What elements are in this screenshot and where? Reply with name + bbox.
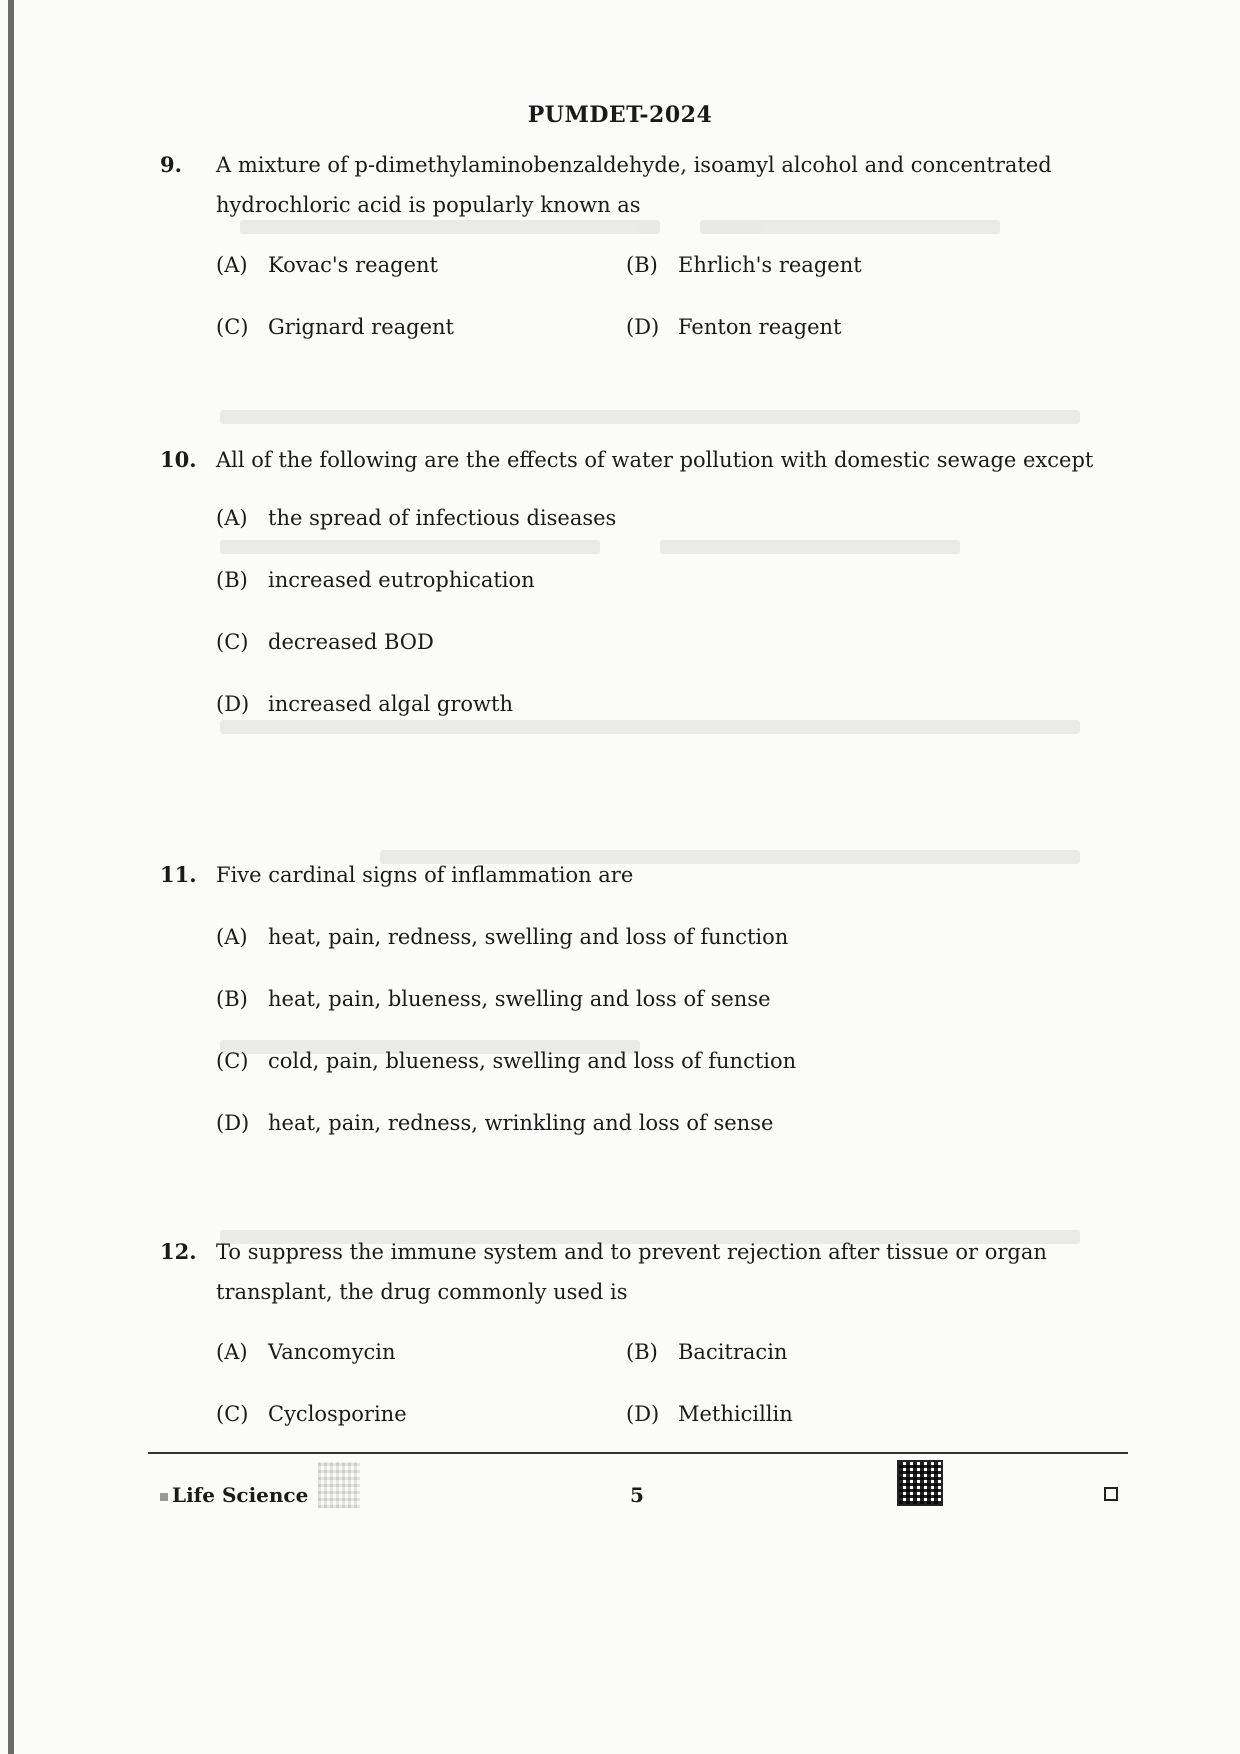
option-c (216, 622, 1135, 684)
question-number: 11. (160, 862, 197, 887)
option-row (216, 245, 1135, 307)
option-d (626, 307, 841, 347)
option-letter: (C) (216, 315, 249, 339)
option-letter: (D) (216, 1111, 250, 1135)
page-number: 5 (630, 1483, 644, 1507)
option-text: heat, pain, blueness, swelling and loss of sense (268, 987, 771, 1011)
option-letter: (C) (216, 1402, 249, 1426)
option-letter: (B) (216, 987, 248, 1011)
question-number: 12. (160, 1239, 197, 1264)
option-a (216, 245, 438, 285)
question-11 (160, 855, 1135, 1165)
option-text: Cyclosporine (268, 1402, 407, 1426)
option-text: Kovac's reagent (268, 253, 438, 277)
question-text: A mixture of p-dimethylaminobenzaldehyde, isoamyl alcohol and concentrated hydrochloric acid is popularly known as (216, 153, 1052, 217)
option-text: Vancomycin (268, 1340, 396, 1364)
option-letter: (D) (216, 692, 250, 716)
option-letter: (B) (216, 568, 248, 592)
footer-divider (148, 1452, 1128, 1454)
option-d (216, 1103, 1135, 1165)
option-c (216, 1394, 407, 1434)
binding-edge (8, 0, 14, 1754)
exam-header-title: PUMDET-2024 (527, 102, 713, 128)
option-row (216, 1332, 1135, 1394)
faint-qr-code-icon (318, 1462, 360, 1508)
qr-code-icon (897, 1460, 943, 1506)
option-letter: (C) (216, 1049, 249, 1073)
question-number: 9. (160, 152, 182, 177)
question-number: 10. (160, 447, 197, 472)
option-text: Ehrlich's reagent (678, 253, 862, 277)
question-text: Five cardinal signs of inflammation are (216, 863, 634, 887)
option-letter: (D) (626, 315, 660, 339)
option-text: the spread of infectious diseases (268, 506, 617, 530)
option-text: heat, pain, redness, swelling and loss of function (268, 925, 789, 949)
option-text: increased algal growth (268, 692, 513, 716)
option-a (216, 917, 1135, 979)
option-letter: (D) (626, 1402, 660, 1426)
option-a (216, 498, 1135, 560)
option-letter: (C) (216, 630, 249, 654)
footer-subject (160, 1483, 308, 1507)
option-d (626, 1394, 793, 1434)
option-a (216, 1332, 395, 1372)
square-marker-icon (1104, 1487, 1118, 1501)
question-9 (160, 145, 1135, 369)
option-letter: (A) (216, 253, 248, 277)
question-text: All of the following are the effects of water pollution with domestic sewage except (216, 448, 1094, 472)
option-letter: (A) (216, 1340, 248, 1364)
footer-subject-label: Life Science (172, 1483, 309, 1507)
option-text: cold, pain, blueness, swelling and loss of function (268, 1049, 797, 1073)
option-letter: (A) (216, 506, 248, 530)
option-row (216, 1394, 1135, 1456)
option-text: increased eutrophication (268, 568, 535, 592)
option-d (216, 684, 1135, 746)
option-letter: (B) (626, 253, 658, 277)
question-10 (160, 440, 1135, 746)
square-marker-icon (160, 1493, 168, 1501)
option-b (626, 1332, 787, 1372)
option-text: decreased BOD (268, 630, 434, 654)
option-letter: (B) (626, 1340, 658, 1364)
option-text: heat, pain, redness, wrinkling and loss of sense (268, 1111, 774, 1135)
option-row (216, 307, 1135, 369)
option-text: Methicillin (678, 1402, 793, 1426)
option-text: Fenton reagent (678, 315, 842, 339)
question-12 (160, 1232, 1135, 1456)
option-text: Grignard reagent (268, 315, 454, 339)
option-c (216, 307, 454, 347)
option-letter: (A) (216, 925, 248, 949)
option-b (216, 560, 1135, 622)
option-b (216, 979, 1135, 1041)
show-through-shadow (180, 210, 1130, 1410)
option-c (216, 1041, 1135, 1103)
question-text: To suppress the immune system and to prevent rejection after tissue or organ transplant, the drug commonly used is (216, 1240, 1047, 1304)
option-b (626, 245, 862, 285)
option-text: Bacitracin (678, 1340, 788, 1364)
